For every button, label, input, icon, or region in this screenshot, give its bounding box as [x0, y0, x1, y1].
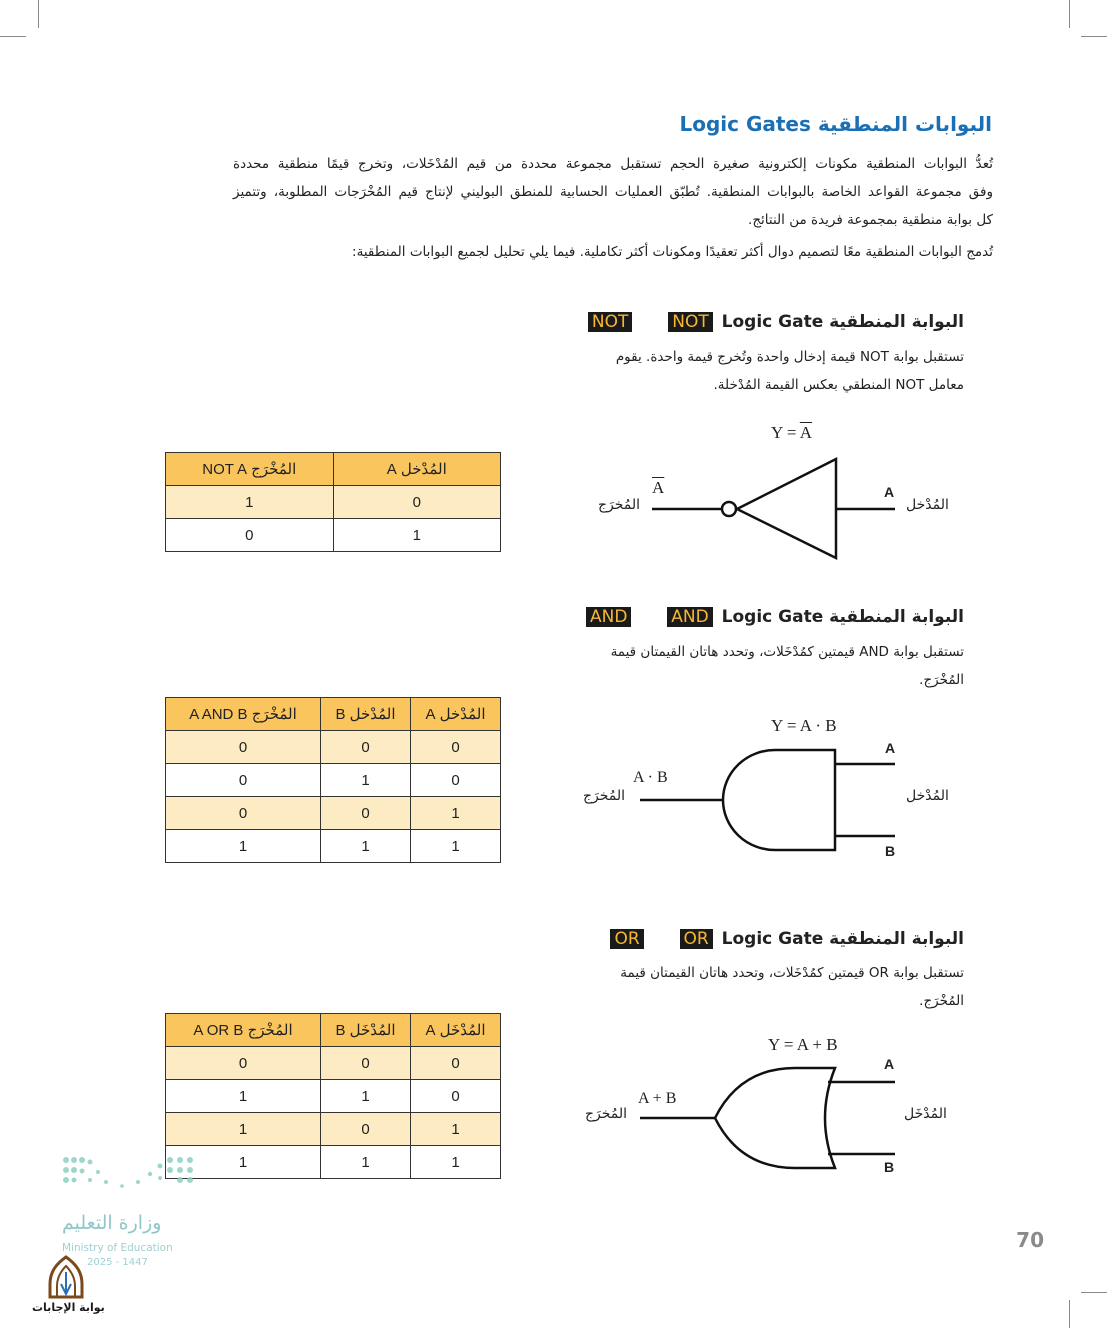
and-truth-table — [165, 697, 501, 863]
ministry-name-ar: وزارة التعليم — [62, 1212, 162, 1234]
not-keyword: NOT — [588, 312, 632, 332]
not-section-heading — [585, 312, 964, 332]
table-cell: 0 — [411, 1080, 501, 1113]
not-truth-table — [165, 452, 501, 552]
intro-line: تُدمج البوابات المنطقية معًا لتصميم دوال أكثر تعقيدًا ومكونات أكثر تكاملية. فيما يلي تحليل لجميع البوابات المنطقية: — [352, 244, 993, 260]
not-output-pin: $\overline{A}$ — [652, 478, 665, 497]
intro-line: تُعدُّ البوابات المنطقية مكونات إلكترونية صغيرة الحجم تستقبل مجموعة محددة من قيم المُدْخَلات، وتخرج قيمًا منطقية محددة — [233, 156, 993, 172]
table-cell: 1 — [411, 1113, 501, 1146]
crop-mark — [0, 36, 26, 37]
table-cell: 0 — [411, 1047, 501, 1080]
not-equation: $Y = \overline{A}$ — [771, 423, 813, 442]
ministry-logo-icon — [60, 1152, 200, 1200]
and-equation: Y = A · B — [771, 716, 837, 735]
table-row — [166, 731, 501, 764]
table-row — [166, 1113, 501, 1146]
table-cell: 0 — [166, 519, 334, 552]
table-header: المُدْخَل A — [411, 1014, 501, 1047]
and-pin-b: B — [885, 843, 896, 859]
not-desc-line: تستقبل بوابة NOT قيمة إدخال واحدة وتُخرج قيمة واحدة. يقوم — [615, 349, 964, 365]
or-input-label: المُدْخَل — [904, 1106, 947, 1122]
not-desc-line: معامل NOT المنطقي بعكس القيمة المُدْخلة. — [713, 377, 964, 393]
and-keyword: AND — [667, 607, 712, 627]
table-row — [166, 830, 501, 863]
not-description — [544, 343, 964, 399]
or-section-heading — [607, 929, 964, 949]
or-gate-symbol — [620, 1058, 910, 1173]
not-equation-var: $\overline{A}$ — [799, 423, 813, 442]
page-title-ar: البوابات المنطقية — [817, 112, 992, 136]
table-header: المُخْرَج NOT A — [166, 453, 334, 486]
and-heading-en: Logic Gate — [721, 607, 824, 627]
table-cell: 1 — [411, 1146, 501, 1179]
table-row — [166, 1146, 501, 1179]
crop-mark — [1081, 36, 1107, 37]
table-header: المُدْخَل B — [321, 1014, 411, 1047]
or-output-expr: A + B — [638, 1090, 677, 1107]
table-header-row — [166, 698, 501, 731]
table-header-row — [166, 1014, 501, 1047]
not-heading-ar: البوابة المنطقية — [829, 312, 964, 332]
table-row — [166, 1047, 501, 1080]
table-row — [166, 1080, 501, 1113]
and-desc-line: تستقبل بوابة AND قيمتين كمُدْخَلات، وتحدد هاتان القيمتان قيمة — [610, 644, 964, 660]
table-cell: 1 — [166, 486, 334, 519]
and-input-label: المُدْخل — [906, 788, 949, 804]
table-cell: 1 — [411, 830, 501, 863]
or-keyword: OR — [610, 929, 643, 949]
or-pin-a: A — [884, 1056, 895, 1072]
and-keyword: AND — [586, 607, 631, 627]
table-cell: 0 — [411, 764, 501, 797]
table-cell: 1 — [166, 830, 321, 863]
and-output-label: المُخرَج — [583, 788, 626, 804]
table-cell: 0 — [333, 486, 501, 519]
table-cell: 0 — [166, 797, 321, 830]
page-title — [665, 112, 992, 136]
table-header: المُدْخل A — [333, 453, 501, 486]
and-heading-ar: البوابة المنطقية — [829, 607, 964, 627]
table-cell: 1 — [321, 764, 411, 797]
brand-name: بوابة الإجابات — [32, 1301, 105, 1314]
table-row — [166, 519, 501, 552]
table-row — [166, 797, 501, 830]
table-cell: 1 — [321, 830, 411, 863]
or-output-label: المُخرَج — [585, 1106, 628, 1122]
or-heading-en: Logic Gate — [721, 929, 824, 949]
table-cell: 0 — [321, 1113, 411, 1146]
table-header: المُدْخل B — [321, 698, 411, 731]
or-description — [544, 959, 964, 1015]
and-section-heading — [583, 607, 964, 627]
crop-mark — [38, 0, 39, 28]
crop-mark — [1069, 1300, 1070, 1328]
or-equation: Y = A + B — [768, 1035, 838, 1054]
table-cell: 1 — [321, 1146, 411, 1179]
crop-mark — [1081, 1292, 1107, 1293]
ministry-name-en: Ministry of Education — [62, 1242, 173, 1254]
table-cell: 0 — [166, 764, 321, 797]
table-cell: 0 — [411, 731, 501, 764]
table-cell: 1 — [333, 519, 501, 552]
table-row — [166, 764, 501, 797]
and-pin-a: A — [885, 740, 896, 756]
page-number: 70 — [1016, 1228, 1044, 1252]
not-input-pin: A — [884, 484, 895, 500]
crop-mark — [1069, 0, 1070, 28]
page-title-en: Logic Gates — [679, 112, 811, 136]
table-cell: 0 — [166, 1047, 321, 1080]
intro-paragraph — [233, 150, 993, 266]
intro-line: وفق مجموعة القواعد الخاصة بالبوابات المنطقية. تُطبّق العمليات الحسابية للمنطق البوليني لإنتاج قيم المُخْرَجات المطلوبة، وتتميز — [233, 184, 993, 200]
ministry-year: 2025 - 1447 — [87, 1257, 148, 1268]
and-desc-line: المُخْرَج. — [919, 672, 964, 688]
and-description — [544, 638, 964, 694]
intro-line: كل بوابة منطقية بمجموعة فريدة من النتائج. — [748, 212, 993, 228]
table-header-row — [166, 453, 501, 486]
table-cell: 1 — [321, 1080, 411, 1113]
table-cell: 0 — [321, 731, 411, 764]
or-truth-table — [165, 1013, 501, 1179]
not-heading-en: Logic Gate — [721, 312, 824, 332]
or-heading-ar: البوابة المنطقية — [829, 929, 964, 949]
table-cell: 0 — [166, 731, 321, 764]
or-keyword: OR — [680, 929, 713, 949]
not-keyword: NOT — [668, 312, 712, 332]
table-cell: 1 — [166, 1113, 321, 1146]
or-pin-b: B — [884, 1159, 895, 1175]
table-cell: 0 — [321, 797, 411, 830]
table-cell: 1 — [166, 1146, 321, 1179]
table-cell: 0 — [321, 1047, 411, 1080]
brand-logo-icon — [44, 1254, 88, 1300]
table-cell: 1 — [166, 1080, 321, 1113]
not-output-label: المُخرَج — [598, 497, 641, 513]
and-gate-symbol — [620, 740, 910, 855]
or-desc-line: تستقبل بوابة OR قيمتين كمُدْخَلات، وتحدد هاتان القيمتان قيمة — [620, 965, 964, 981]
not-gate-symbol — [640, 450, 910, 570]
and-output-expr: A · B — [633, 769, 668, 786]
table-header: المُخْرَج A AND B — [166, 698, 321, 731]
or-desc-line: المُخْرَج. — [919, 993, 964, 1009]
table-cell: 1 — [411, 797, 501, 830]
not-input-label: المُدْخل — [906, 497, 949, 513]
table-row — [166, 486, 501, 519]
table-header: المُدْخل A — [411, 698, 501, 731]
table-header: المُخْرَج A OR B — [166, 1014, 321, 1047]
